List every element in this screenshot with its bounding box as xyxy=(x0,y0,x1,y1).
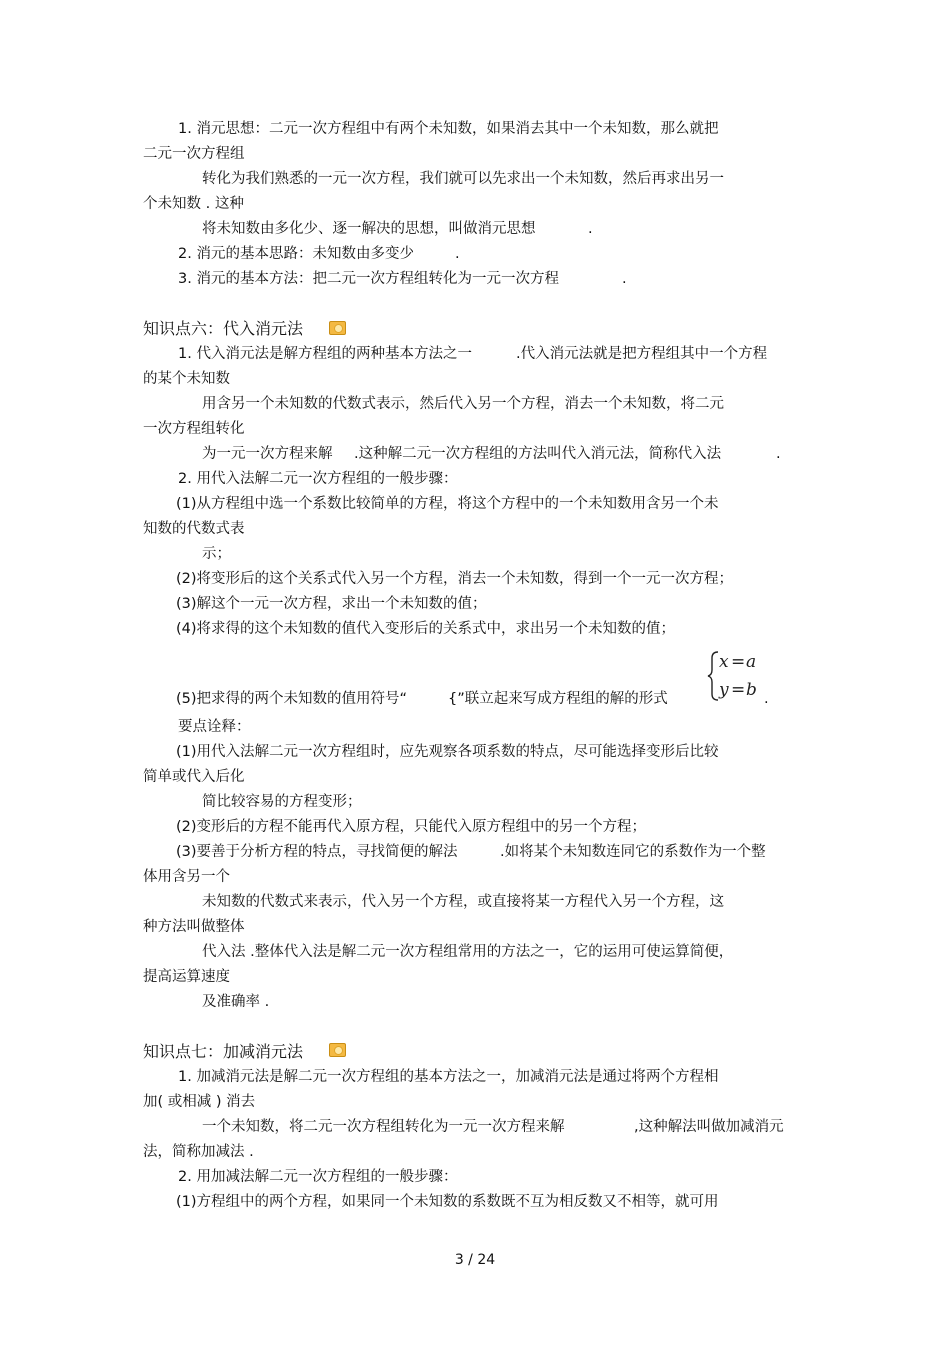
s6-line-10: (2)将变形后的这个关系式代入另一个方程，消去一个未知数，得到一个一元一次方程； xyxy=(176,571,734,587)
section-heading-elimination: 知识点七：加减消元法 xyxy=(143,1042,304,1061)
s6-line-9: 示； xyxy=(202,546,231,562)
s6-line-24: 提高运算速度 xyxy=(143,969,230,985)
s6-line-15: (1)用代入法解二元一次方程组时，应先观察各项系数的特点，尽可能选择变形后比较 xyxy=(176,744,719,760)
note-icon xyxy=(329,321,346,335)
s5-line-7: 3. 消元的基本方法：把二元一次方程组转化为一元一次方程 xyxy=(178,271,559,287)
s5-line-3: 转化为我们熟悉的一元一次方程，我们就可以先求出一个未知数，然后再求出另一 xyxy=(202,171,724,187)
s6-line-19b: .如将某个未知数连同它的系数作为一个整 xyxy=(500,844,766,860)
s7-line-5: 2. 用加减法解二元一次方程组的一般步骤： xyxy=(178,1169,458,1185)
s6-line-12: (4)将求得的这个未知数的值代入变形后的关系式中，求出另一个未知数的值； xyxy=(176,621,676,637)
formula-x: x xyxy=(719,652,729,672)
s6-line-18: (2)变形后的方程不能再代入原方程，只能代入原方程组中的另一个方程； xyxy=(176,819,647,835)
s5-line-5-end: . xyxy=(588,221,593,237)
s5-line-6-end: . xyxy=(455,246,460,262)
formula-b: b xyxy=(746,680,757,700)
formula-a: a xyxy=(746,652,757,672)
s6-line-13b: {”联立起来写成方程组的解的形式 xyxy=(448,691,668,707)
s6-line-1: 1. 代入消元法是解方程组的两种基本方法之一 xyxy=(178,346,472,362)
s5-line-6: 2. 消元的基本思路：未知数由多变少 xyxy=(178,246,414,262)
section-heading-substitution: 知识点六：代入消元法 xyxy=(143,319,304,338)
s6-line-21: 未知数的代数式来表示，代入另一个方程，或直接将某一方程代入另一个方程，这 xyxy=(202,894,724,910)
key-points-label: 要点诠释： xyxy=(178,719,251,735)
page-number: 3 / 24 xyxy=(454,1252,496,1268)
s6-line-23: 代入法 .整体代入法是解二元一次方程组常用的方法之一，它的运用可使运算简便， xyxy=(202,944,734,960)
s6-line-5-end: . xyxy=(776,446,781,462)
s6-line-5b: .这种解二元一次方程组的方法叫代入消元法，简称代入法 xyxy=(354,446,722,462)
s6-line-17: 简比较容易的方程变形； xyxy=(202,794,362,810)
formula-eq-1: = xyxy=(731,652,746,672)
formula-y: y xyxy=(719,680,729,700)
s6-line-13: (5)把求得的两个未知数的值用符号“ xyxy=(176,691,408,707)
s6-line-22: 种方法叫做整体 xyxy=(143,919,245,935)
s6-line-7: (1)从方程组中选一个系数比较简单的方程，将这个方程中的一个未知数用含另一个未 xyxy=(176,496,719,512)
s7-line-1: 1. 加减消元法是解二元一次方程组的基本方法之一，加减消元法是通过将两个方程相 xyxy=(178,1069,719,1085)
s6-line-11: (3)解这个一元一次方程，求出一个未知数的值； xyxy=(176,596,487,612)
s5-line-2: 二元一次方程组 xyxy=(143,146,245,162)
solution-system-formula xyxy=(706,648,766,704)
s5-line-7-end: . xyxy=(622,271,627,287)
s7-line-4: 法，简称加减法 . xyxy=(143,1144,254,1160)
s6-line-1b: .代入消元法就是把方程组其中一个方程 xyxy=(516,346,768,362)
s6-line-2: 的某个未知数 xyxy=(143,371,230,387)
s5-line-4: 个未知数 . 这种 xyxy=(143,196,244,212)
s7-line-3b: ,这种解法叫做加减消元 xyxy=(634,1119,784,1135)
s7-line-3: 一个未知数，将二元一次方程组转化为一元一次方程来解 xyxy=(202,1119,565,1135)
note-icon xyxy=(329,1043,346,1057)
s6-line-8: 知数的代数式表 xyxy=(143,521,245,537)
s7-line-6: (1)方程组中的两个方程，如果同一个未知数的系数既不互为相反数又不相等，就可用 xyxy=(176,1194,719,1210)
s6-line-13-end: . xyxy=(764,691,769,707)
s5-line-5: 将未知数由多化少、逐一解决的思想，叫做消元思想 xyxy=(202,221,536,237)
s6-line-20: 体用含另一个 xyxy=(143,869,230,885)
s6-line-25: 及准确率 . xyxy=(202,994,270,1010)
s5-line-1: 1. 消元思想：二元一次方程组中有两个未知数，如果消去其中一个未知数，那么就把 xyxy=(178,121,719,137)
s6-line-19: (3)要善于分析方程的特点，寻找简便的解法 xyxy=(176,844,458,860)
s6-line-16: 简单或代入后化 xyxy=(143,769,245,785)
s6-line-5: 为一元一次方程来解 xyxy=(202,446,333,462)
s6-line-4: 一次方程组转化 xyxy=(143,421,245,437)
s6-line-6: 2. 用代入法解二元一次方程组的一般步骤： xyxy=(178,471,458,487)
s7-line-2: 加( 或相减 ) 消去 xyxy=(143,1094,256,1110)
formula-eq-2: = xyxy=(731,680,746,700)
s6-line-3: 用含另一个未知数的代数式表示，然后代入另一个方程，消去一个未知数，将二元 xyxy=(202,396,724,412)
